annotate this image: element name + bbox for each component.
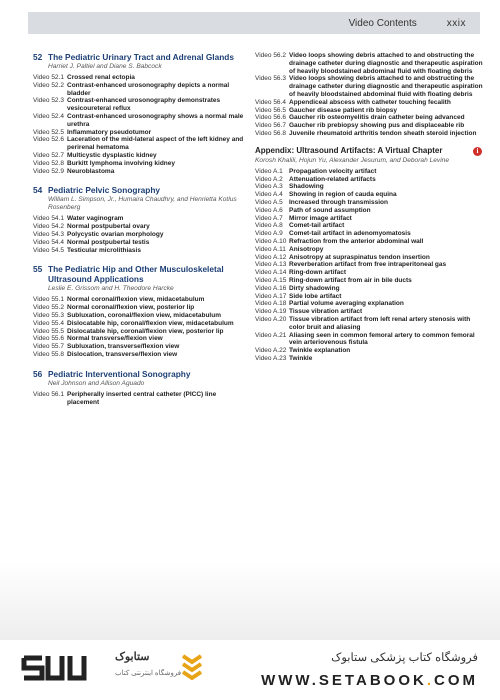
video-number: Video A.23 [255, 354, 287, 362]
chapter-authors: William L. Simpson, Jr., Humaira Chaudhry, and Henrietta Kotlus Rosenberg [48, 196, 237, 212]
video-entry[interactable] [33, 312, 245, 320]
video-title: Dislocatable hip, coronal/flexion view, posterior lip [67, 327, 224, 335]
video-number: Video A.19 [255, 308, 287, 316]
video-entry[interactable] [255, 230, 485, 238]
video-title: Twinkle explanation [289, 347, 351, 355]
video-number: Video 56.4 [255, 98, 286, 106]
video-entry[interactable] [255, 199, 485, 207]
video-title: Comet-tail artifact [289, 222, 345, 230]
logo-text: ستابوک [115, 651, 150, 663]
video-title: Anisotropy at supraspinatus tendon insertion [289, 253, 430, 261]
video-number: Video A.2 [255, 175, 283, 183]
video-title: Anisotropy [289, 245, 324, 253]
video-title: Ring-down artifact [289, 269, 347, 277]
video-entry[interactable] [33, 113, 245, 129]
video-title: Multicystic dysplastic kidney [67, 151, 157, 159]
video-entry[interactable] [255, 99, 485, 107]
store-url-pre: WWW.SETABOOK [261, 672, 427, 689]
video-title: Dislocatable hip, coronal/flexion view, midacetabulum [67, 319, 234, 327]
video-title: Twinkle [289, 354, 313, 362]
video-number: Video A.21 [255, 331, 287, 339]
video-title: Shadowing [289, 183, 324, 191]
video-entry[interactable] [33, 335, 245, 343]
chapter-56-continued [255, 52, 485, 138]
video-title: Contrast-enhanced urosonography shows a normal male urethra [67, 112, 244, 128]
video-title: Dislocation, transverse/flexion view [67, 350, 178, 358]
header-title: Video Contents [348, 17, 417, 29]
video-entry[interactable] [255, 207, 485, 215]
video-number: Video A.13 [255, 261, 287, 269]
right-column [255, 52, 485, 363]
chapter-section [33, 264, 245, 358]
page-header [28, 12, 480, 34]
video-number: Video 55.8 [33, 350, 64, 358]
chapter-number: 52 [33, 52, 43, 62]
chevron-mark-icon [180, 650, 205, 680]
video-number: Video 54.2 [33, 223, 64, 231]
video-title: Side lobe artifact [289, 292, 342, 300]
video-entry[interactable] [255, 246, 485, 254]
video-number: Video 56.7 [255, 122, 286, 130]
video-number: Video A.10 [255, 237, 287, 245]
video-title: Gaucher rib osteomyelitis drain catheter being advanced [289, 114, 465, 122]
video-title: Normal postpubertal ovary [67, 223, 150, 231]
video-entry[interactable] [33, 82, 245, 98]
video-number: Video 54.5 [33, 246, 64, 254]
video-entry[interactable] [255, 332, 485, 348]
chapter-heading [33, 264, 245, 284]
video-title: Laceration of the mid-lateral aspect of the left kidney and perirenal hematoma [67, 136, 244, 152]
video-entry[interactable] [255, 215, 485, 223]
store-url-dot: . [426, 672, 434, 689]
store-url-post: COM [434, 672, 478, 689]
video-title: Water vaginogram [67, 215, 124, 223]
video-entry[interactable] [255, 52, 485, 75]
video-number: Video 52.1 [33, 74, 64, 81]
video-number: Video 54.1 [33, 215, 64, 223]
video-entry[interactable] [255, 75, 485, 98]
video-number: Video A.5 [255, 198, 283, 206]
video-entry[interactable] [33, 168, 245, 176]
store-name: فروشگاه کتاب پزشکی ستابوک [331, 652, 478, 664]
video-title: Testicular microlithiasis [67, 246, 141, 254]
video-title: Appendiceal abscess with catheter touching fecalith [289, 98, 451, 106]
video-title: Mirror image artifact [289, 214, 352, 222]
video-entry[interactable] [255, 308, 485, 316]
video-title: Aliasing seen in common femoral artery to common femoral vein arteriovenous fistula [289, 331, 475, 347]
video-number: Video A.20 [255, 315, 287, 323]
video-number: Video A.4 [255, 191, 283, 199]
video-entry[interactable] [33, 247, 245, 255]
video-title: Refraction from the anterior abdominal wall [289, 237, 424, 245]
video-title: Subluxation, transverse/flexion view [67, 343, 180, 351]
video-entry[interactable] [33, 231, 245, 239]
video-title: Normal coronal/flexion view, posterior lip [67, 304, 195, 312]
video-title: Contrast-enhanced urosonography depicts a normal bladder [67, 81, 230, 97]
video-entry[interactable] [255, 130, 485, 138]
video-number: Video 52.2 [33, 81, 64, 89]
video-title: Gaucher disease patient rib biopsy [289, 106, 398, 114]
video-entry[interactable] [33, 215, 245, 223]
video-title: Tissue vibration artifact from left renal artery stenosis with color bruit and aliasing [289, 315, 471, 331]
video-number: Video A.11 [255, 245, 286, 253]
video-entry[interactable] [33, 152, 245, 160]
video-entry[interactable] [33, 74, 245, 82]
video-number: Video A.18 [255, 300, 287, 308]
video-title: Propagation velocity artifact [289, 167, 377, 175]
video-entry[interactable] [33, 129, 245, 137]
video-entry[interactable] [255, 107, 485, 115]
video-entry[interactable] [255, 254, 485, 262]
video-entry[interactable] [255, 277, 485, 285]
video-entry[interactable] [255, 261, 485, 269]
video-title: Dirty shadowing [289, 284, 340, 292]
video-number: Video 56.3 [255, 75, 286, 83]
video-title: Ring-down artifact from air in bile ducts [289, 276, 412, 284]
chapter-heading [33, 52, 245, 62]
store-url[interactable] [261, 672, 478, 689]
video-title: Crossed renal ectopia [67, 74, 135, 81]
video-entry[interactable] [255, 122, 485, 130]
video-title: Peripherally inserted central catheter (PICC) line placement [67, 390, 217, 406]
video-number: Video 52.3 [33, 97, 64, 105]
video-title: Subluxation, coronal/flexion view, midacetabulum [67, 311, 221, 319]
video-entry[interactable] [33, 343, 245, 351]
video-title: Comet-tail artifact in adenomyomatosis [289, 230, 411, 238]
video-number: Video A.14 [255, 269, 287, 277]
video-entry[interactable] [33, 351, 245, 359]
chapter-authors: Harriet J. Paltiel and Diane S. Babcock [48, 63, 162, 70]
video-number: Video A.1 [255, 167, 283, 175]
video-entry[interactable] [33, 296, 245, 304]
video-title: Contrast-enhanced urosonography demonstrates vesicoureteral reflux [67, 97, 221, 113]
chapter-number: 54 [33, 185, 43, 196]
chapter-section [33, 369, 245, 407]
video-number: Video A.3 [255, 183, 283, 191]
left-column [33, 52, 245, 416]
video-number: Video A.17 [255, 292, 287, 300]
video-entry[interactable] [255, 300, 485, 308]
info-icon[interactable]: i [473, 147, 482, 156]
video-entry[interactable] [33, 328, 245, 336]
chapter-section [33, 185, 245, 254]
video-number: Video 56.6 [255, 114, 286, 122]
video-title: Path of sound assumption [289, 206, 371, 214]
video-number: Video 54.3 [33, 230, 64, 238]
video-number: Video 55.6 [33, 335, 64, 343]
video-title: Partial volume averaging explanation [289, 300, 404, 308]
video-entry[interactable] [33, 160, 245, 168]
video-entry[interactable] [255, 285, 485, 293]
video-entry[interactable] [255, 347, 485, 355]
video-title: Normal coronal/flexion view, midacetabulum [67, 296, 205, 304]
appendix-title: Appendix: Ultrasound Artifacts: A Virtual Chapter [255, 145, 443, 155]
video-entry[interactable] [33, 391, 245, 407]
video-number: Video A.22 [255, 347, 287, 355]
video-number: Video A.9 [255, 230, 283, 238]
video-number: Video A.6 [255, 206, 283, 214]
page-bottom-fade [0, 560, 500, 640]
video-number: Video 55.7 [33, 343, 64, 351]
video-number: Video 52.5 [33, 128, 64, 136]
video-title: Showing in region of cauda equina [289, 191, 397, 199]
video-entry[interactable] [33, 239, 245, 247]
video-title: Neuroblastoma [67, 167, 115, 175]
video-entry[interactable] [255, 269, 485, 277]
video-title: Juvenile rheumatoid arthritis tendon sheath steroid injection [289, 129, 477, 137]
video-number: Video A.15 [255, 276, 287, 284]
video-number: Video A.8 [255, 222, 283, 230]
video-title: Attenuation-related artifacts [289, 175, 376, 183]
video-entry[interactable] [255, 183, 485, 191]
video-entry[interactable] [255, 176, 485, 184]
video-title: Tissue vibration artifact [289, 308, 363, 316]
chapter-title: The Pediatric Urinary Tract and Adrenal Glands [48, 52, 234, 62]
video-number: Video 52.8 [33, 159, 64, 167]
chapter-authors: Neil Johnson and Allison Aguado [48, 379, 145, 387]
chapter-number: 55 [33, 264, 43, 275]
video-title: Normal postpubertal testis [67, 238, 150, 246]
video-number: Video A.16 [255, 284, 287, 292]
video-number: Video 56.5 [255, 106, 286, 114]
video-number: Video 54.4 [33, 238, 64, 246]
video-entry[interactable] [255, 355, 485, 363]
video-title: Gaucher rib prebiopsy showing pus and displaceable rib [289, 122, 465, 130]
video-entry[interactable] [255, 238, 485, 246]
video-title: Polycystic ovarian morphology [67, 230, 164, 238]
appendix-heading [255, 146, 485, 156]
chapter-heading [33, 369, 245, 379]
chapter-title: The Pediatric Hip and Other Musculoskeletal Ultrasound Applications [48, 264, 224, 285]
video-number: Video 52.9 [33, 167, 64, 175]
appendix-authors: Korosh Khalili, Hojun Yu, Alexander Jesurum, and Deborah Levine [255, 156, 450, 164]
video-entry[interactable] [255, 316, 485, 332]
video-number: Video 55.1 [33, 296, 64, 304]
chapter-heading [33, 185, 245, 195]
setabook-logo [18, 648, 98, 688]
video-title: Inflammatory pseudotumor [67, 128, 152, 136]
chapter-title: Pediatric Interventional Sonography [48, 368, 191, 379]
video-entry[interactable] [33, 223, 245, 231]
video-entry[interactable] [255, 222, 485, 230]
page-number: xxix [446, 17, 466, 29]
video-number: Video A.12 [255, 253, 287, 261]
video-entry[interactable] [255, 168, 485, 176]
video-number: Video A.7 [255, 214, 283, 222]
video-entry[interactable] [33, 97, 245, 113]
video-entry[interactable] [255, 114, 485, 122]
video-title: Video loops showing debris attached to and obstructing the drainage catheter during diagnostic and therapeutic aspiration of heavily bloodstained abdominal fluid with floating debris [289, 75, 483, 98]
chapter-number: 56 [33, 368, 43, 379]
video-title: Normal transverse/flexion view [67, 335, 163, 343]
video-number: Video 55.2 [33, 304, 64, 312]
video-title: Video loops showing debris attached to and obstructing the drainage catheter during diagnostic and therapeutic aspiration of heavily bloodstained abdominal fluid with floating debris [289, 52, 483, 75]
video-number: Video 56.1 [33, 390, 64, 398]
video-number: Video 55.5 [33, 327, 64, 335]
video-number: Video 56.2 [255, 52, 286, 59]
video-entry[interactable] [33, 304, 245, 312]
chapter-section [33, 52, 245, 175]
video-entry[interactable] [255, 293, 485, 301]
video-entry[interactable] [33, 136, 245, 152]
video-number: Video 52.6 [33, 136, 64, 144]
video-entry[interactable] [255, 191, 485, 199]
video-number: Video 52.7 [33, 151, 64, 159]
video-title: Increased through transmission [289, 198, 388, 206]
video-title: Reverberation artifact from free intraperitoneal gas [289, 261, 447, 269]
video-number: Video 56.8 [255, 129, 286, 137]
video-number: Video 55.3 [33, 311, 64, 319]
chapter-authors: Leslie E. Grissom and H. Theodore Harcke [48, 285, 174, 293]
video-entry[interactable] [33, 320, 245, 328]
video-title: Burkitt lymphoma involving kidney [67, 159, 175, 167]
logo-subtitle: فروشگاه اینترنتی کتاب [115, 670, 182, 677]
video-number: Video 52.4 [33, 112, 64, 120]
chapter-title: Pediatric Pelvic Sonography [48, 185, 161, 196]
video-number: Video 55.4 [33, 319, 64, 327]
appendix-video-list [255, 168, 485, 363]
